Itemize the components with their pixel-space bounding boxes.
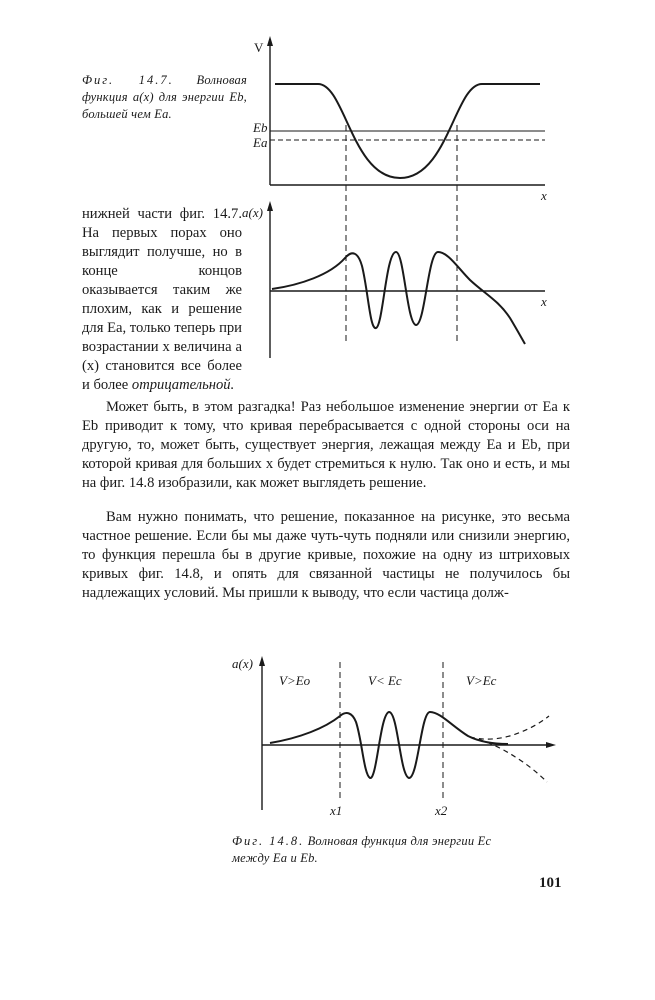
narrow-paragraph-emphasis: отрицательной. xyxy=(131,377,235,393)
fig8-x-axis-arrow xyxy=(546,742,556,748)
v-axis-arrow xyxy=(267,36,273,46)
figure-14-8-caption-text: Волновая функция для энергии Ec между Ea и Eb. xyxy=(232,834,492,865)
figure-14-8-caption-label: Фиг. 14.8. xyxy=(232,834,305,848)
wavefunction-curve-eb xyxy=(272,252,525,344)
paragraph-1: Может быть, в этом разгадка! Раз небольшое изменение энергии от Ea к Eb приводит к тому, что кривая перебрасывается с одной стороны оси на другую, то, может быть, существует энергия, лежащая между Ea и Eb, при которой кривая для больших x будет стремиться к нулю. Так оно и есть, и мы на фиг. 14.8 изобразили, как может выглядеть решение. xyxy=(82,399,570,491)
narrow-paragraph-text: нижней части фиг. 14.7. На первых порах оно выглядит получше, но в конце концов оказывается таким же плохим, как и решение для Ea, только теперь при возрастании x величина a (x) становится все более и более xyxy=(82,206,242,393)
energy-level-a-label: Ea xyxy=(253,135,268,150)
x-axis-top-label: x xyxy=(541,188,547,203)
x-axis-bottom-label: x xyxy=(541,294,547,309)
figure-14-8-plot xyxy=(232,656,556,818)
fig8-y-axis-arrow xyxy=(259,656,265,666)
paragraph-2: Вам нужно понимать, что решение, показанное на рисунке, это весьма частное решение. Если бы мы даже чуть-чуть подняли или снизили энергию, то функция перешла бы в другие кривые, похожие на одну из штриховых кривых фиг. 14.8, и опять для связанной частицы не получилось бы надлежащих условий. Мы пришли к выводу, что если частица долж- xyxy=(82,509,570,601)
region-left-label: V>Eo xyxy=(279,673,311,688)
page-number: 101 xyxy=(539,875,562,891)
dashed-curve-lower xyxy=(470,737,547,782)
a-axis-label: a(x) xyxy=(242,205,263,220)
energy-level-b-label: Eb xyxy=(253,120,268,135)
v-axis-label: V xyxy=(254,40,264,55)
a-axis-arrow xyxy=(267,201,273,211)
region-middle-label: V< Ec xyxy=(368,673,402,688)
x2-label: x2 xyxy=(435,803,448,818)
region-right-label: V>Ec xyxy=(466,673,497,688)
figure-14-8-caption xyxy=(232,833,492,867)
figure-14-7-potential-plot xyxy=(252,36,547,203)
fig8-y-axis-label: a(x) xyxy=(232,656,253,671)
figure-14-7-wavefunction-plot xyxy=(242,201,547,358)
figure-14-7-caption-text: Волновая функция a(x) для энергии Eb, большей чем Ea. xyxy=(82,73,248,121)
dashed-curve-upper xyxy=(470,716,549,739)
x1-label: x1 xyxy=(330,803,343,818)
figure-14-7-caption-label: Фиг. 14.7. xyxy=(82,73,174,87)
